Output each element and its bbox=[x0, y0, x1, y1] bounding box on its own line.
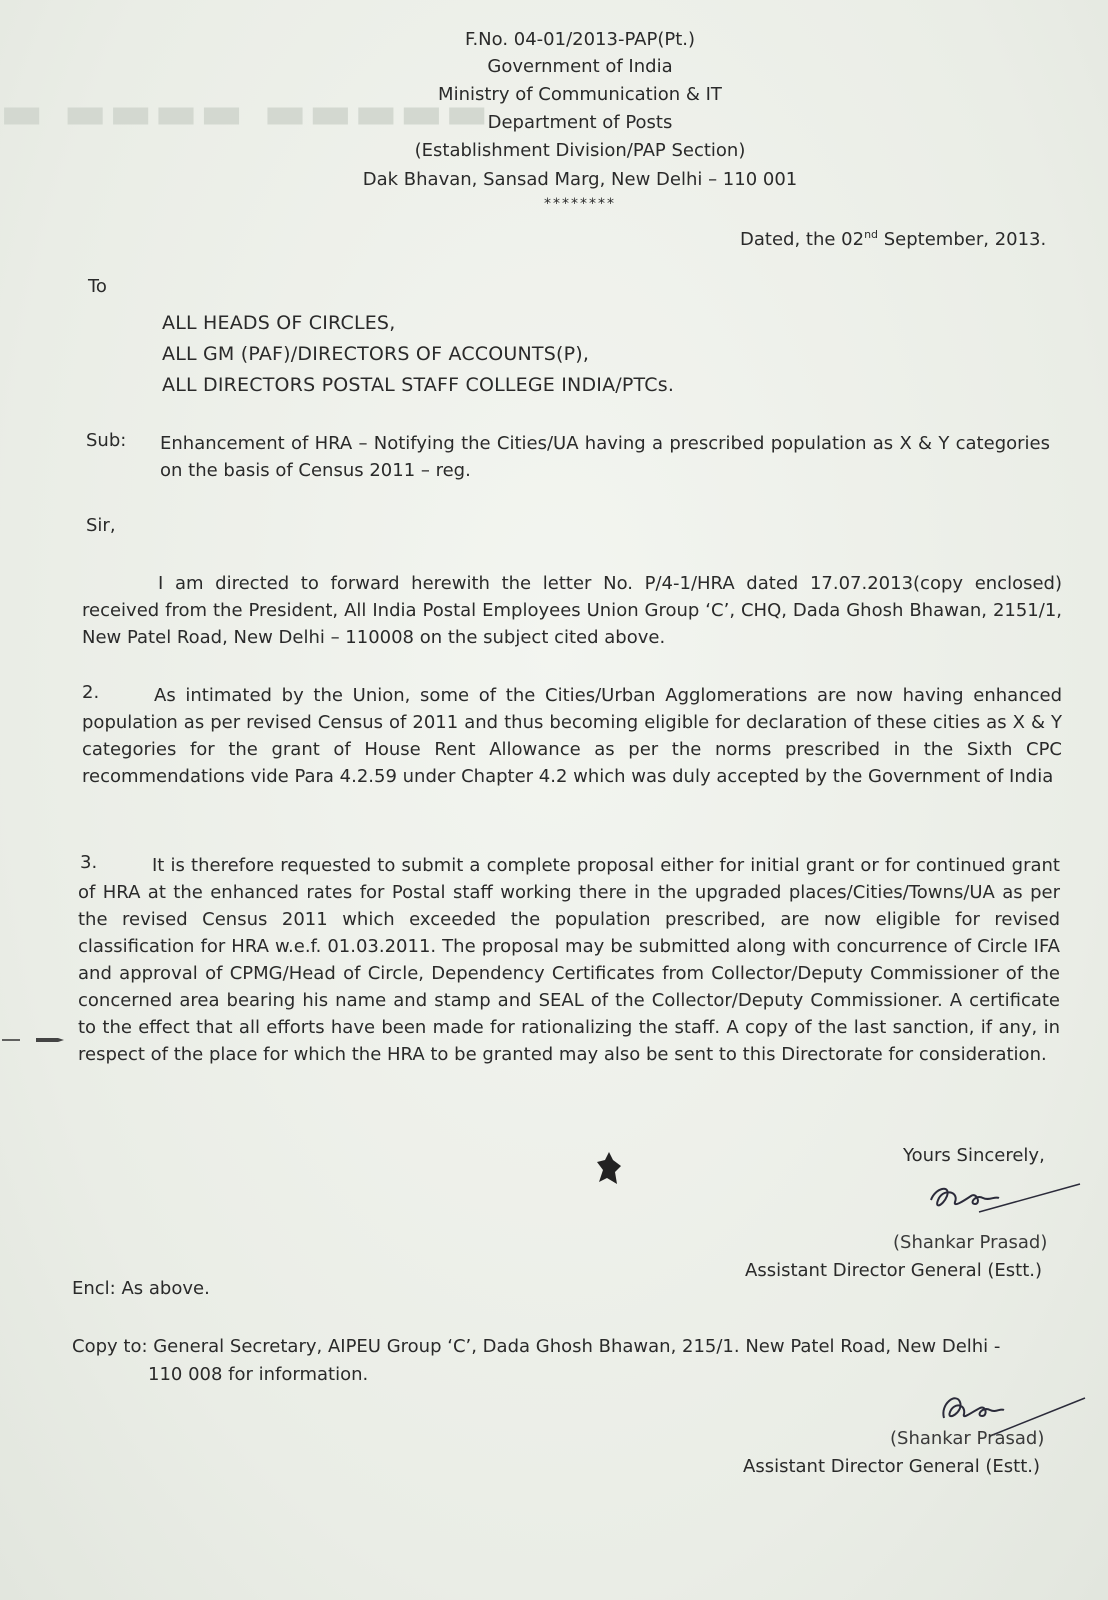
paragraph-3-number: 3. bbox=[80, 852, 98, 873]
paragraph-3: It is therefore requested to submit a complete proposal either for initial grant or for continued grant of HRA at the enhanced rates for Postal staff working there in the upgraded places/Cities/Towns/UA as per the revised Census 2011 which exceeded the population prescribed, are now eligible for revised classification for HRA w.e.f. 01.03.2011. The proposal may be submitted along with concurrence of Circle IFA and approval of CPMG/Head of Circle, Dependency Certificates from Collector/Deputy Commissioner of the concerned area bearing his name and stamp and SEAL of the Collector/Deputy Commissioner. A certificate to the effect that all efforts have been made for rationalizing the staff. A copy of the last sanction, if any, in respect of the place for which the HRA to be granted may also be sent to this Directorate for consideration. bbox=[78, 855, 1060, 1065]
signatory-designation: Assistant Director General (Estt.) bbox=[745, 1260, 1043, 1281]
addressee-item: ALL GM (PAF)/DIRECTORS OF ACCOUNTS(P), bbox=[162, 343, 590, 365]
paragraph-2-number: 2. bbox=[82, 682, 100, 703]
header-government: Government of India bbox=[487, 56, 673, 77]
signatory-2-designation: Assistant Director General (Estt.) bbox=[743, 1456, 1041, 1477]
paragraph-2: As intimated by the Union, some of the Cities/Urban Agglomerations are now having enhanced population as per revised Census of 2011 and thus becoming eligible for declaration of these cities as X & Y categories for the grant of House Rent Allowance as per the norms prescribed in the Sixth CPC recommendations vide Para 4.2.59 under Chapter 4.2 which was duly accepted by the Government of India bbox=[82, 685, 1062, 787]
margin-pen-mark bbox=[0, 1030, 70, 1046]
addressee-list bbox=[162, 308, 674, 401]
header-address: Dak Bhavan, Sansad Marg, New Delhi – 110 001 bbox=[362, 169, 798, 190]
copy-to-line-1: Copy to: General Secretary, AIPEU Group ‘C’, Dada Ghosh Bhawan, 215/1. New Patel Road, New Delhi - bbox=[72, 1336, 1001, 1357]
header-department: Department of Posts bbox=[487, 112, 673, 133]
file-number: F.No. 04-01/2013-PAP(Pt.) bbox=[464, 29, 695, 50]
subject-label: Sub: bbox=[86, 430, 127, 451]
date-suffix: September, 2013. bbox=[878, 229, 1047, 250]
letter-date bbox=[740, 228, 1046, 250]
to-label: To bbox=[88, 276, 107, 297]
header-stars: ******** bbox=[544, 196, 616, 212]
paragraph-1: I am directed to forward herewith the letter No. P/4-1/HRA dated 17.07.2013(copy enclosed) received from the President, All India Postal Employees Union Group ‘C’, CHQ, Dada Ghosh Bhawan, 2151/1, New Patel Road, New Delhi – 110008 on the subject cited above. bbox=[82, 573, 1062, 648]
addressee-item: ALL DIRECTORS POSTAL STAFF COLLEGE INDIA/PTCs. bbox=[162, 374, 675, 396]
handwritten-signature bbox=[925, 1170, 1085, 1220]
bleed-through-watermark: ▬ ▬▬▬▬ ▬▬▬▬▬ bbox=[0, 85, 491, 139]
ink-blot bbox=[595, 1150, 625, 1188]
header-ministry: Ministry of Communication & IT bbox=[438, 84, 722, 105]
subject-text: Enhancement of HRA – Notifying the Cities/UA having a prescribed population as X & Y categories on the basis of Census 2011 – reg. bbox=[160, 433, 1050, 481]
copy-to-line-2: 110 008 for information. bbox=[148, 1364, 369, 1385]
closing: Yours Sincerely, bbox=[903, 1145, 1045, 1166]
signatory-2-name: (Shankar Prasad) bbox=[890, 1428, 1045, 1449]
salutation: Sir, bbox=[86, 515, 116, 536]
addressee-item: ALL HEADS OF CIRCLES, bbox=[162, 312, 396, 334]
header-division: (Establishment Division/PAP Section) bbox=[414, 140, 746, 161]
signatory-name: (Shankar Prasad) bbox=[893, 1232, 1048, 1253]
date-superscript: nd bbox=[864, 228, 879, 241]
enclosure-note: Encl: As above. bbox=[72, 1278, 210, 1299]
date-prefix: Dated, the 02 bbox=[740, 229, 865, 250]
